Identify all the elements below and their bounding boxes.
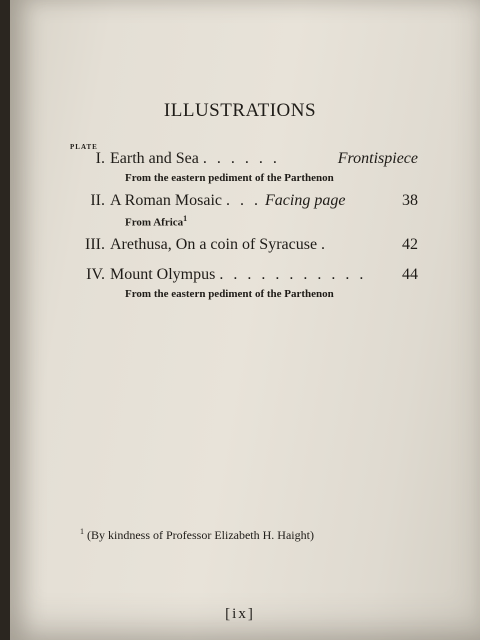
entry-number: IV. [86,266,105,283]
page-folio: [ix] [225,606,255,622]
illustration-entry-3 [0,236,470,256]
entry-note-text: From Africa [125,216,184,229]
plate-column-label: PLATE [70,143,98,151]
leader-dots: . [321,236,329,253]
entry-title-text: Mount Olympus [110,266,216,283]
footnote-marker: 1 [183,214,188,223]
entry-title [110,266,366,284]
entry-number: III. [85,236,105,253]
entry-page-number: 42 [402,236,418,253]
footnote-text: (By kindness of Professor Elizabeth H. Haight) [87,528,314,542]
entry-note [125,214,187,229]
entry-title-text: Earth and Sea [110,150,199,167]
entry-number: II. [90,192,105,209]
illustration-entry-4 [0,266,470,286]
entry-page-number: 44 [402,266,418,283]
entry-page-ref: Facing page [265,192,346,209]
entry-title-text: Arethusa, On a coin of Syracuse [110,236,318,253]
leader-dots: . . . . . . . . . . . [219,266,367,283]
entry-page-ref: Frontispiece [337,150,418,167]
illustration-entry-2 [0,192,470,212]
page-heading: ILLUSTRATIONS [163,100,317,121]
entry-note: From the eastern pediment of the Parthenon [125,172,334,184]
entry-title [110,192,345,210]
illustration-entry-1 [0,150,470,170]
entry-title-text: A Roman Mosaic [110,192,222,209]
entry-number: I. [95,150,105,167]
entry-note: From the eastern pediment of the Parthenon [125,288,334,300]
leader-dots: . . . [226,192,261,209]
entry-title [110,150,280,168]
leader-dots: . . . . . . [202,150,280,167]
book-page [10,0,480,640]
footnote [80,527,314,543]
footnote-marker: 1 [80,527,84,536]
entry-title [110,236,328,254]
entry-page-number: 38 [402,192,418,209]
